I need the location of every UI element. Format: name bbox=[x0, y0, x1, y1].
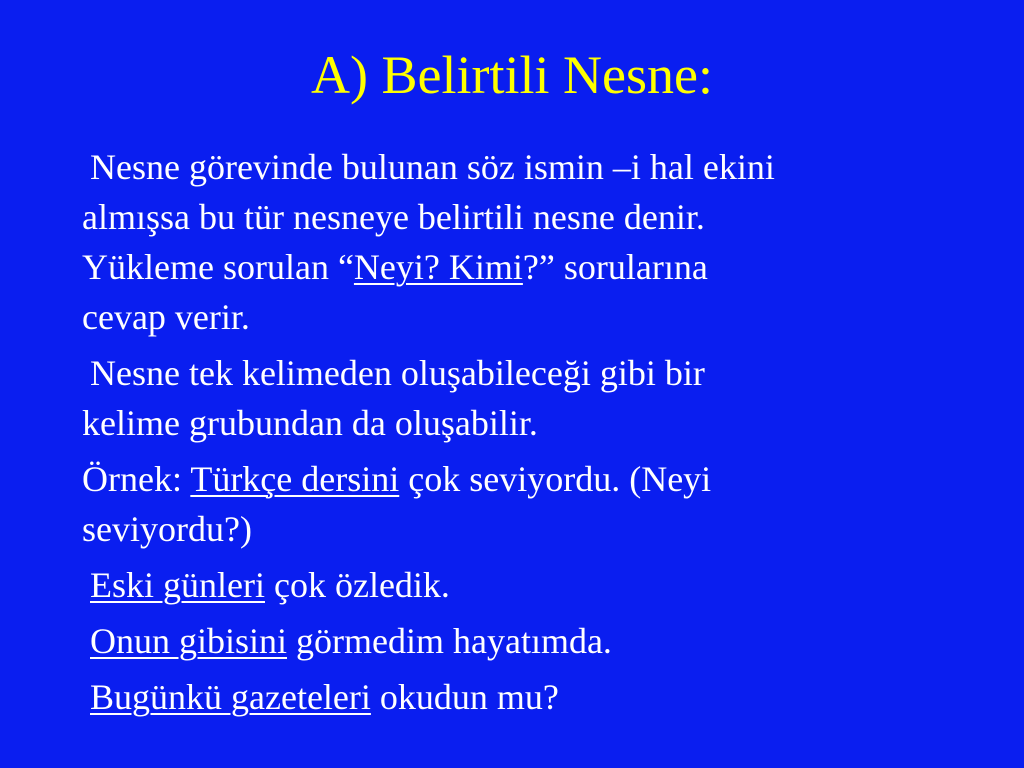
paragraph-line: kelime grubundan da oluşabilir. bbox=[82, 403, 538, 443]
underlined-object: Eski günleri bbox=[90, 565, 265, 605]
text-segment: çok özledik. bbox=[264, 565, 450, 605]
slide-title: A) Belirtili Nesne: bbox=[311, 45, 713, 105]
underlined-question: Neyi? Kimi bbox=[353, 247, 523, 287]
paragraph-line: Nesne tek kelimeden oluşabileceği gibi bir bbox=[90, 353, 705, 393]
example-1 bbox=[82, 454, 972, 554]
text-segment: ?” sorularına bbox=[522, 247, 708, 287]
example-label: Örnek: bbox=[82, 459, 191, 499]
paragraph-definition bbox=[82, 142, 972, 342]
paragraph-line: almışsa bu tür nesneye belirtili nesne denir. bbox=[82, 197, 705, 237]
underlined-object: Türkçe dersini bbox=[190, 459, 400, 499]
paragraph-line bbox=[82, 242, 972, 292]
underlined-object: Bugünkü gazeteleri bbox=[90, 677, 371, 717]
text-segment: görmedim hayatımda. bbox=[287, 621, 612, 661]
underlined-object: Onun gibisini bbox=[90, 621, 288, 661]
text-segment: okudun mu? bbox=[370, 677, 559, 717]
example-2 bbox=[82, 560, 972, 610]
example-line: seviyordu?) bbox=[82, 509, 252, 549]
paragraph-line: cevap verir. bbox=[82, 297, 250, 337]
slide-body bbox=[82, 142, 972, 728]
example-line bbox=[82, 454, 972, 504]
example-3 bbox=[82, 616, 972, 666]
paragraph-line: Nesne görevinde bulunan söz ismin –i hal ekini bbox=[90, 147, 775, 187]
example-4 bbox=[82, 672, 972, 722]
text-segment: çok seviyordu. (Neyi bbox=[399, 459, 712, 499]
paragraph-structure bbox=[82, 348, 972, 448]
text-segment: Yükleme sorulan “ bbox=[82, 247, 354, 287]
